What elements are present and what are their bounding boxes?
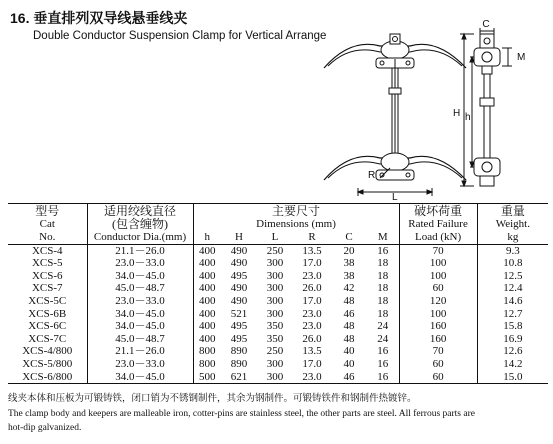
cell-m: 18	[377, 307, 389, 320]
cell-l: 300	[266, 257, 284, 270]
cell-l: 350	[266, 332, 284, 345]
header-conductor-cn2: (包含缠物)	[87, 218, 193, 231]
cell-r: 23.0	[293, 371, 331, 384]
cell-conductor-dia: 34.0－45.0	[87, 320, 193, 333]
header-model-en2: No.	[8, 231, 87, 245]
dim-l-label: L	[392, 192, 398, 203]
cell-conductor-dia: 34.0－45.0	[87, 270, 193, 283]
cell-conductor-dia: 21.1－26.0	[87, 345, 193, 358]
header-weight-cn: 重量	[477, 204, 548, 219]
table-row	[8, 270, 548, 283]
cell-weight: 14.2	[477, 358, 548, 371]
cell-big-h: 490	[230, 294, 248, 307]
header-dim-h: h	[193, 231, 221, 245]
cell-h: 400	[193, 282, 221, 295]
cell-l: 250	[266, 345, 284, 358]
cell-h: 400	[193, 257, 221, 270]
cell-load: 160	[399, 333, 477, 346]
dim-m-label: M	[517, 52, 526, 63]
cell-r: 17.0	[302, 294, 322, 307]
cell-conductor-dia: 34.0－45.0	[87, 308, 193, 321]
cell-m: 16	[377, 357, 389, 370]
cell-h: 800	[193, 345, 221, 358]
cell-r: 23.0	[302, 269, 322, 282]
cell-h: 800	[193, 358, 221, 371]
header-dim-c: C	[331, 231, 367, 245]
front-view	[324, 34, 466, 196]
clamp-drawing	[320, 19, 545, 203]
cell-h: 500	[193, 371, 221, 384]
cell-load: 100	[399, 257, 477, 270]
cell-l: 300	[257, 371, 293, 384]
cell-load: 120	[399, 295, 477, 308]
cell-model: XCS-5	[31, 257, 63, 270]
cell-conductor-dia: 23.0－33.0	[87, 257, 193, 270]
cell-weight: 12.4	[477, 282, 548, 295]
cell-model: XCS-5/800	[22, 357, 73, 370]
cell-m: 16	[377, 244, 389, 257]
cell-c: 40	[343, 357, 355, 370]
cell-c: 48	[343, 294, 355, 307]
cell-r: 23.0	[302, 320, 322, 333]
dim-c-label: C	[482, 19, 490, 30]
cell-c: 38	[343, 257, 355, 270]
cell-big-h: 495	[230, 320, 248, 333]
cell-c: 46	[343, 307, 355, 320]
table-row	[8, 358, 548, 371]
cell-model: XCS-6B	[28, 307, 67, 320]
cell-h: 400	[193, 270, 221, 283]
cell-big-h: 495	[230, 332, 248, 345]
note-en-line2: hot-dip galvanized.	[8, 423, 82, 433]
cell-m: 16	[367, 371, 399, 384]
cell-r: 17.0	[302, 357, 322, 370]
cell-weight: 15.0	[477, 371, 548, 384]
cell-m: 18	[377, 269, 389, 282]
cell-r: 26.0	[302, 282, 322, 295]
cell-l: 250	[266, 244, 284, 257]
header-model-cn: 型号	[8, 204, 87, 219]
cell-model: XCS-7C	[28, 332, 67, 345]
cell-m: 24	[377, 320, 389, 333]
header-dimensions-en: Dimensions (mm)	[193, 218, 399, 231]
table-row	[8, 333, 548, 346]
header-load-en2: Load (kN)	[399, 231, 477, 245]
table-row	[8, 320, 548, 333]
header-load-cn: 破坏荷重	[399, 204, 477, 219]
cell-weight: 15.8	[477, 320, 548, 333]
cell-c: 42	[343, 282, 355, 295]
cell-m: 18	[377, 257, 389, 270]
cell-load: 60	[399, 371, 477, 384]
side-view	[460, 28, 512, 186]
cell-c: 38	[343, 269, 355, 282]
cell-big-h: 490	[230, 244, 248, 257]
cell-weight: 10.8	[477, 257, 548, 270]
cell-r: 13.5	[302, 244, 322, 257]
cell-l: 300	[266, 294, 284, 307]
cell-big-h: 890	[230, 357, 248, 370]
header-dim-l: L	[257, 231, 293, 245]
cell-weight: 12.7	[477, 308, 548, 321]
cell-m: 18	[377, 282, 389, 295]
header-dim-r: R	[293, 231, 331, 245]
cell-load: 70	[399, 244, 477, 257]
cell-r: 26.0	[302, 332, 322, 345]
cell-weight: 9.3	[477, 244, 548, 257]
header-conductor-en: Conductor Dia.(mm)	[87, 231, 193, 245]
cell-conductor-dia: 45.0－48.7	[87, 282, 193, 295]
table-row	[8, 345, 548, 358]
table-row	[8, 295, 548, 308]
cell-r: 23.0	[302, 307, 322, 320]
cell-load: 160	[399, 320, 477, 333]
cell-l: 300	[266, 307, 284, 320]
header-model-en1: Cat	[39, 218, 55, 230]
cell-m: 18	[377, 294, 389, 307]
cell-l: 300	[266, 269, 284, 282]
dim-r-label: R	[368, 170, 376, 181]
cell-big-h: 621	[221, 371, 257, 384]
cell-weight: 16.9	[477, 333, 548, 346]
cell-c: 46	[331, 371, 367, 384]
cell-big-h: 890	[230, 345, 248, 358]
cell-big-h: 490	[230, 282, 248, 295]
cell-model: XCS-4	[31, 244, 63, 257]
cell-weight: 12.5	[477, 270, 548, 283]
cell-load: 60	[399, 358, 477, 371]
specification-table	[8, 203, 548, 384]
cell-load: 100	[399, 308, 477, 321]
cell-model: XCS-5C	[28, 294, 67, 307]
header-dim-big-h: H	[221, 231, 257, 245]
cell-h: 400	[193, 295, 221, 308]
dim-small-h-label: h	[465, 112, 471, 123]
cell-load: 60	[399, 282, 477, 295]
cell-big-h: 521	[230, 307, 248, 320]
cell-big-h: 495	[230, 269, 248, 282]
cell-m: 16	[377, 345, 389, 358]
table-row	[8, 308, 548, 321]
cell-model: XCS-6/800	[8, 371, 87, 384]
cell-model: XCS-7	[31, 282, 63, 295]
cell-l: 300	[266, 282, 284, 295]
header-dim-m: M	[367, 231, 399, 245]
cell-weight: 14.6	[477, 295, 548, 308]
table-row	[8, 282, 548, 295]
cell-c: 48	[343, 332, 355, 345]
cell-l: 350	[266, 320, 284, 333]
cell-load: 100	[399, 270, 477, 283]
cell-c: 48	[343, 320, 355, 333]
header-conductor-cn: 适用绞线直径	[87, 204, 193, 219]
cell-h: 400	[193, 244, 221, 257]
cell-conductor-dia: 34.0－45.0	[87, 371, 193, 384]
notes	[8, 392, 553, 436]
header-load-en1: Rated Failure	[399, 218, 477, 231]
table-row	[8, 371, 548, 384]
cell-weight: 12.6	[477, 345, 548, 358]
cell-l: 300	[266, 357, 284, 370]
header-weight-en1: Weight.	[477, 218, 548, 231]
cell-h: 400	[193, 308, 221, 321]
note-en-line1: The clamp body and keepers are malleable iron, cotter-pins are stainless steel, the other parts are steel. All ferrous parts are	[8, 408, 475, 419]
note-cn: 线夹本体和压板为可锻铸铁，闭口销为不锈钢制件，其余为钢制件。可锻铸铁件和钢制件热镀锌。	[8, 394, 417, 404]
table-row	[8, 257, 548, 270]
cell-conductor-dia: 23.0－33.0	[87, 295, 193, 308]
cell-model: XCS-4/800	[22, 345, 73, 358]
dim-big-h-label: H	[453, 108, 461, 119]
header-weight-en2: kg	[477, 231, 548, 245]
section-title-en: Double Conductor Suspension Clamp for Vertical Arrange	[33, 30, 327, 42]
cell-m: 24	[377, 332, 389, 345]
cell-model: XCS-6	[31, 269, 63, 282]
cell-conductor-dia: 23.0－33.0	[87, 358, 193, 371]
cell-r: 13.5	[302, 345, 322, 358]
cell-r: 17.0	[302, 257, 322, 270]
cell-h: 400	[193, 320, 221, 333]
table-body	[8, 244, 548, 384]
header-dimensions-cn: 主要尺寸	[193, 204, 399, 219]
table-row	[8, 244, 548, 257]
cell-c: 40	[343, 345, 355, 358]
section-title-cn: 16. 垂直排列双导线悬垂线夹	[10, 10, 188, 26]
cell-c: 20	[343, 244, 355, 257]
cell-conductor-dia: 45.0－48.7	[87, 333, 193, 346]
cell-load: 70	[399, 345, 477, 358]
cell-conductor-dia: 21.1－26.0	[87, 244, 193, 257]
cell-h: 400	[193, 333, 221, 346]
cell-big-h: 490	[230, 257, 248, 270]
cell-model: XCS-6C	[28, 320, 67, 333]
